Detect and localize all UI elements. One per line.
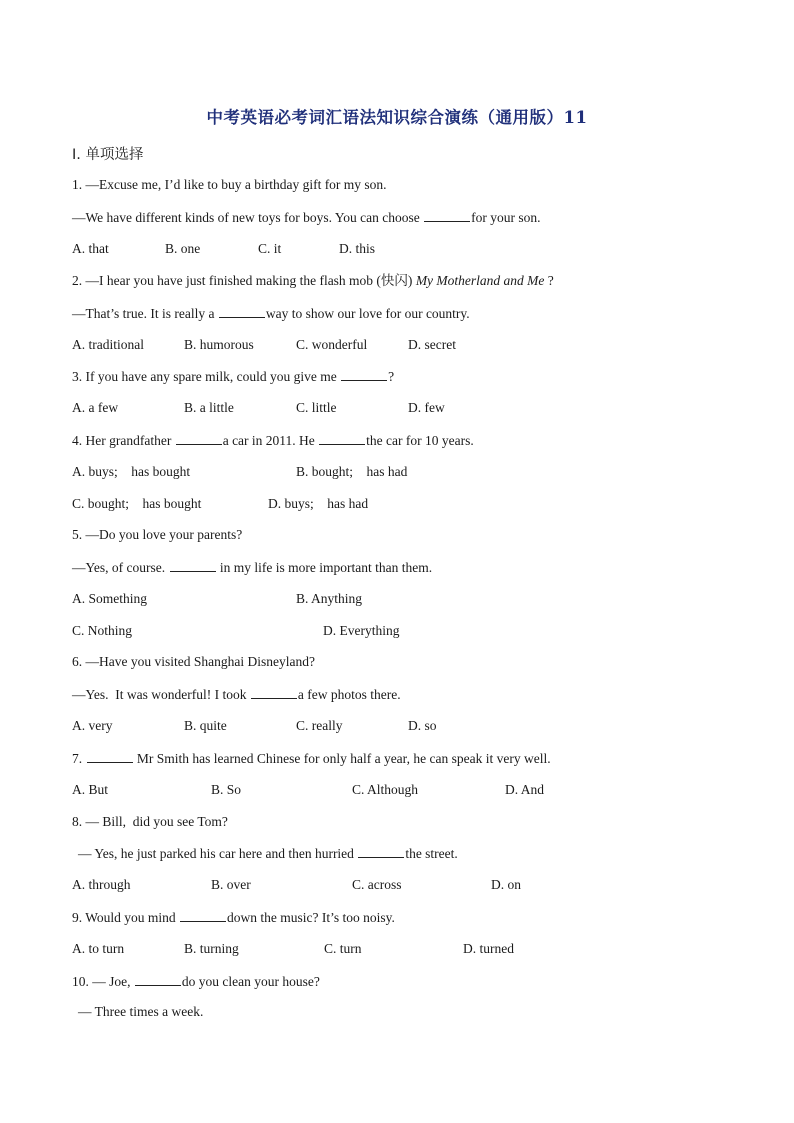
question-7-option-a: A. But (72, 782, 109, 797)
question-4-option-c: C. bought; has bought (72, 496, 202, 511)
question-2-option-d: D. secret (408, 337, 456, 352)
question-8-stem: 8. — Bill, did you see Tom? (72, 814, 228, 829)
answer-blank (251, 686, 297, 699)
question-1-option-c: C. it (258, 241, 282, 256)
question-5-reply: —Yes, of course. in my life is more important than them. (72, 560, 433, 575)
question-10-reply: — Three times a week. (78, 1004, 204, 1019)
question-6-reply: —Yes. It was wonderful! I took a few photos there. (72, 687, 401, 702)
question-5-option-c: C. Nothing (72, 623, 133, 638)
question-6-option-a: A. very (72, 718, 113, 733)
question-1-option-b: B. one (165, 241, 201, 256)
answer-blank (358, 845, 404, 858)
question-9-option-d: D. turned (463, 941, 514, 956)
question-3-stem: 3. If you have any spare milk, could you give me ? (72, 369, 395, 384)
question-9-option-a: A. to turn (72, 941, 125, 956)
page-title: 中考英语必考词汇语法知识综合演练（通用版）11 (206, 108, 588, 127)
section-heading: Ⅰ. 单项选择 (72, 147, 144, 163)
question-7-stem: 7. Mr Smith has learned Chinese for only half a year, he can speak it very well. (72, 751, 551, 766)
question-6-option-b: B. quite (184, 718, 227, 733)
question-1-reply: —We have different kinds of new toys for boys. You can choose for your son. (72, 210, 541, 225)
question-8-option-b: B. over (211, 877, 251, 892)
question-5-option-d: D. Everything (323, 623, 400, 638)
answer-blank (319, 432, 365, 445)
question-2-stem: 2. —I hear you have just finished making the flash mob (快闪) My Motherland and Me ? (72, 273, 554, 288)
question-2-option-b: B. humorous (184, 337, 254, 352)
question-4-option-d: D. buys; has had (268, 496, 369, 511)
question-4-option-b: B. bought; has had (296, 464, 408, 479)
question-3-option-d: D. few (408, 400, 445, 415)
question-7-option-c: C. Although (352, 782, 419, 797)
question-9-stem: 9. Would you mind down the music? It’s too noisy. (72, 910, 395, 925)
question-8-option-d: D. on (491, 877, 521, 892)
question-6-option-c: C. really (296, 718, 343, 733)
answer-blank (135, 973, 181, 986)
question-2-reply: —That’s true. It is really a way to show our love for our country. (72, 306, 470, 321)
answer-blank (219, 305, 265, 318)
answer-blank (180, 909, 226, 922)
question-1-stem: 1. —Excuse me, I’d like to buy a birthday gift for my son. (72, 177, 387, 192)
question-2-option-c: C. wonderful (296, 337, 368, 352)
question-6-option-d: D. so (408, 718, 437, 733)
question-5-option-a: A. Something (72, 591, 148, 606)
question-9-option-c: C. turn (324, 941, 362, 956)
question-3-option-a: A. a few (72, 400, 119, 415)
question-7-option-d: D. And (505, 782, 545, 797)
question-7-option-b: B. So (211, 782, 242, 797)
question-1-option-d: D. this (339, 241, 376, 256)
question-8-option-c: C. across (352, 877, 402, 892)
question-3-option-b: B. a little (184, 400, 234, 415)
answer-blank (87, 750, 133, 763)
question-6-stem: 6. —Have you visited Shanghai Disneyland? (72, 654, 315, 669)
question-2-option-a: A. traditional (72, 337, 144, 352)
answer-blank (341, 368, 387, 381)
question-8-option-a: A. through (72, 877, 131, 892)
question-4-stem: 4. Her grandfather a car in 2011. He the car for 10 years. (72, 433, 474, 448)
question-5-stem: 5. —Do you love your parents? (72, 527, 243, 542)
question-8-reply: — Yes, he just parked his car here and then hurried the street. (78, 846, 458, 861)
answer-blank (424, 209, 470, 222)
question-3-option-c: C. little (296, 400, 337, 415)
question-10-stem: 10. — Joe, do you clean your house? (72, 974, 320, 989)
answer-blank (176, 432, 222, 445)
question-5-option-b: B. Anything (296, 591, 363, 606)
answer-blank (170, 559, 216, 572)
question-1-option-a: A. that (72, 241, 109, 256)
question-9-option-b: B. turning (184, 941, 239, 956)
question-4-option-a: A. buys; has bought (72, 464, 191, 479)
